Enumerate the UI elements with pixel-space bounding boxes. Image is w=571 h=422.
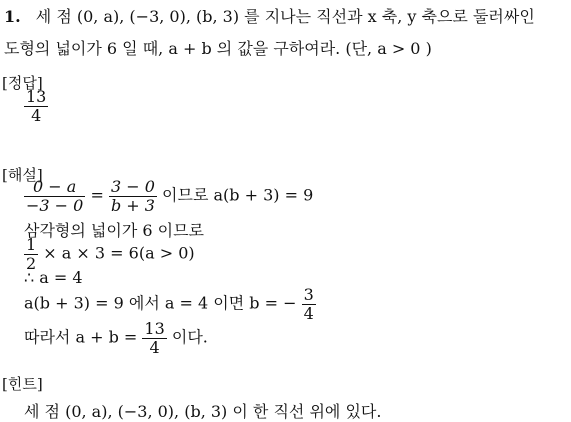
solution-line-5 <box>24 286 316 322</box>
answer-header: [정답] <box>2 74 43 92</box>
solution-line-3 <box>24 236 195 272</box>
slope-fraction-1 <box>24 178 85 214</box>
slope-1-numerator: 0 − a <box>33 177 77 196</box>
solution-line-1 <box>24 178 313 214</box>
solution-line-6-tail: 이다. <box>171 327 208 347</box>
half-denominator: 2 <box>26 253 37 273</box>
answer-fraction <box>24 88 48 124</box>
slope-2-denominator: b + 3 <box>110 195 155 215</box>
sum-fraction <box>142 320 166 356</box>
solution-line-2: 삼각형의 넓이가 6 이므로 <box>24 221 204 240</box>
hint-text: 세 점 (0, a), (−3, 0), (b, 3) 이 한 직선 위에 있다. <box>24 402 382 421</box>
solution-line-6-head: 따라서 a + b = <box>24 327 138 347</box>
slope-2-numerator: 3 − 0 <box>110 177 155 196</box>
equals-sign: = <box>90 185 104 205</box>
sum-numerator: 13 <box>144 319 165 338</box>
sum-denominator: 4 <box>142 338 166 357</box>
slope-fraction-2 <box>109 178 157 214</box>
solution-line-3-tail: × a × 3 = 6(a > 0) <box>43 243 195 263</box>
hint-header: [힌트] <box>2 375 43 393</box>
solution-line-1-tail: 이므로 a(b + 3) = 9 <box>162 185 314 205</box>
b-fraction <box>302 286 316 322</box>
half-fraction <box>24 236 38 272</box>
solution-header: [해설] <box>2 166 43 184</box>
problem-number: 1. <box>4 7 21 26</box>
problem-text-1: 세 점 (0, a), (−3, 0), (b, 3) 를 지나는 직선과 x 축, y 축으로 둘러싸인 <box>35 7 535 26</box>
answer-denominator: 4 <box>24 106 48 125</box>
solution-line-4: ∴ a = 4 <box>24 268 83 287</box>
answer-numerator: 13 <box>26 87 47 106</box>
problem-line-1 <box>4 4 535 27</box>
slope-1-denominator: −3 − 0 <box>26 195 84 215</box>
solution-line-5-head: a(b + 3) = 9 에서 a = 4 이면 b = − <box>24 293 297 313</box>
b-denominator: 4 <box>303 303 314 323</box>
b-numerator: 3 <box>303 285 314 304</box>
solution-line-6 <box>24 320 208 356</box>
problem-text-2: 도형의 넓이가 6 일 때, a + b 의 값을 구하여라. (단, a > 0 ) <box>4 39 432 58</box>
half-numerator: 1 <box>26 235 37 254</box>
answer-value <box>24 88 48 124</box>
